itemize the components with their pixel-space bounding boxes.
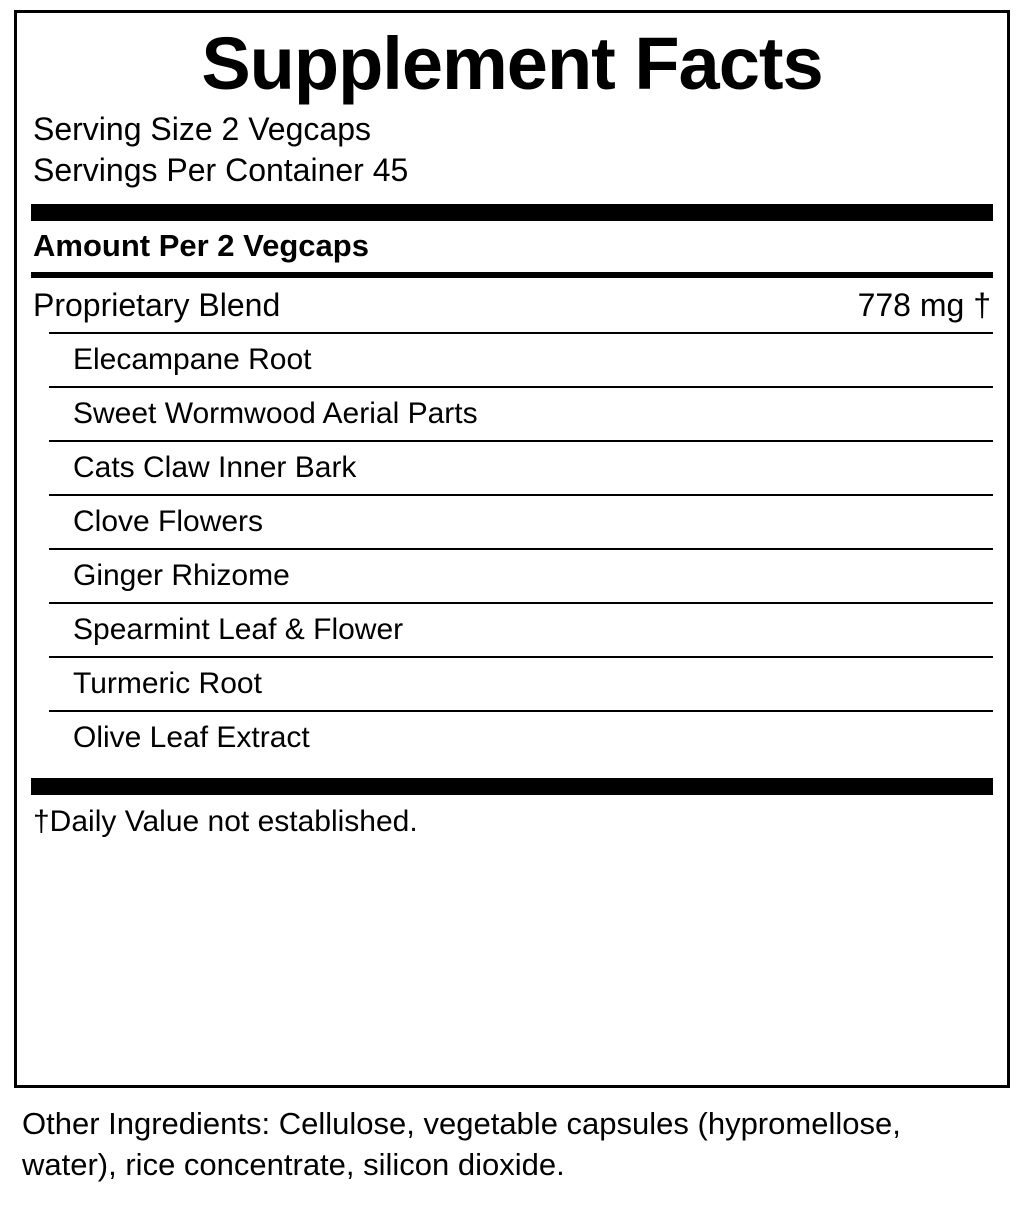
supplement-facts-panel: [14, 10, 1010, 1088]
list-item: Olive Leaf Extract: [49, 710, 993, 764]
proprietary-blend-row: [31, 278, 993, 332]
daily-value-note: †Daily Value not established.: [33, 804, 418, 838]
list-item: Ginger Rhizome: [49, 548, 993, 602]
proprietary-blend-name: Proprietary Blend: [33, 286, 281, 323]
list-item: Sweet Wormwood Aerial Parts: [49, 386, 993, 440]
list-item: Turmeric Root: [49, 656, 993, 710]
other-ingredients-text: Other Ingredients: Cellulose, vegetable capsules (hypromellose, water), rice concentrate, silicon dioxide.: [22, 1106, 901, 1182]
servings-per-container-text: Servings Per Container 45: [33, 152, 409, 189]
divider-thick-top: [31, 204, 993, 221]
list-item: Elecampane Root: [49, 332, 993, 386]
proprietary-blend-amount: 778 mg †: [857, 286, 991, 323]
amount-per-serving-header: Amount Per 2 Vegcaps: [33, 227, 369, 263]
page-title: Supplement Facts: [201, 22, 823, 105]
serving-size-text: Serving Size 2 Vegcaps: [33, 111, 371, 147]
divider-thick-bottom: [31, 778, 993, 795]
list-item: Clove Flowers: [49, 494, 993, 548]
list-item: Spearmint Leaf & Flower: [49, 602, 993, 656]
ingredient-list: [49, 332, 993, 764]
list-item: Cats Claw Inner Bark: [49, 440, 993, 494]
ingredient-list-wrapper: [49, 332, 993, 764]
